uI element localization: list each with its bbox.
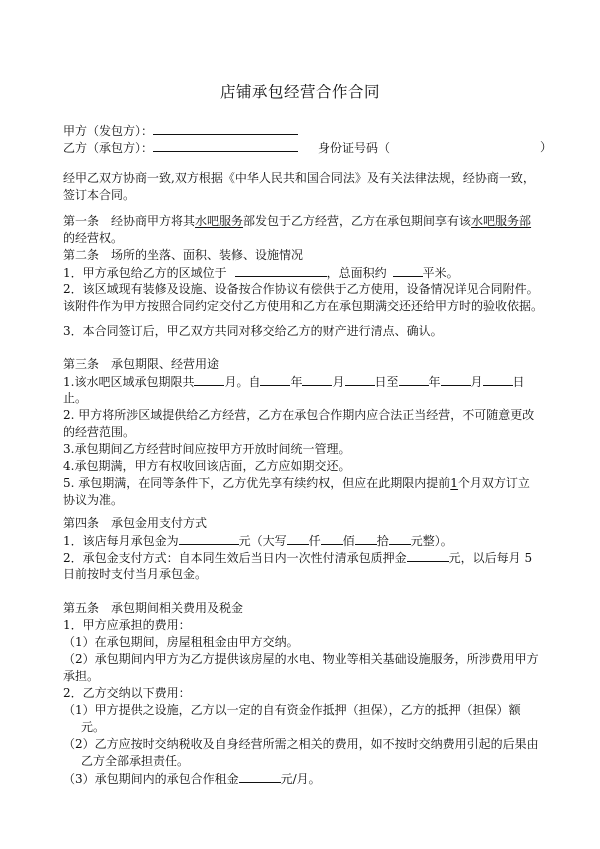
- end-day-blank[interactable]: [483, 373, 513, 386]
- article-3-item-1-line-2: 止。: [63, 391, 88, 405]
- term-text-g: 月: [470, 375, 483, 389]
- area-blank[interactable]: [393, 264, 423, 277]
- term-text-e: 日至: [374, 375, 399, 389]
- article-3-item-3: 3.承包期间乙方经营时间应按甲方开放时间统一管理。: [63, 442, 351, 456]
- article-2-heading: 第二条 场所的坐落、面积、装修、设施情况: [63, 248, 304, 262]
- article-1-line-2: 的经营权。: [63, 231, 124, 245]
- renewal-text-a: 5. 承包期满，在同等条件下，乙方优先享有续约权，但应在此期限内提前: [63, 476, 451, 490]
- party-b-label: 乙方（承包方）：: [63, 141, 154, 155]
- term-months-blank[interactable]: [194, 373, 224, 386]
- article-3-item-5: [63, 475, 530, 491]
- article-1-line-1: [63, 213, 531, 229]
- article-2-item-1-text-c: 平米。: [422, 266, 459, 280]
- payment-text-b: 元，以后每月 5: [448, 551, 533, 565]
- term-text-b: 月。自: [224, 375, 261, 389]
- article-5-section-1-item-2-line-2: 承担。: [63, 669, 100, 683]
- id-number-close: ）: [540, 140, 553, 154]
- article-4-heading: 第四条 承包金用支付方式: [63, 516, 208, 530]
- monthly-rent-blank[interactable]: [239, 770, 281, 783]
- term-text-f: 年: [428, 375, 441, 389]
- rent-text-b: 元/月。: [280, 772, 321, 786]
- article-1-underlined-1: 水吧服务: [195, 214, 244, 228]
- article-3-item-4: 4.承包期满，甲方有权收回该店面，乙方应如期交还。: [63, 459, 351, 473]
- article-4-item-2-line-2: 日前按时支付当月承包金。: [63, 567, 208, 581]
- article-2-item-1: [63, 264, 459, 281]
- fee-thousands-blank[interactable]: [287, 532, 309, 545]
- intro-line-1: 经甲乙双方协商一致,双方根据《中华人民共和国合同法》及有关法律法规，经协商一致，: [63, 171, 535, 185]
- article-5-section-1-item-1: （1）在承包期间，房屋租租金由甲方交纳。: [63, 635, 299, 649]
- term-text-d: 月: [332, 375, 345, 389]
- article-2-item-1-text-b: ，总面积约: [326, 266, 387, 280]
- article-4-item-2: [63, 549, 532, 566]
- renewal-months-value: 1: [450, 476, 458, 490]
- article-5-section-2: 2．乙方交纳以下费用：: [63, 686, 191, 700]
- article-3-item-2-line-1: 2. 甲方将所涉区域提供给乙方经营，乙方在承包合作期内应合法正当经营，不可随意更改: [63, 408, 535, 422]
- intro-line-2: 签订本合同。: [63, 188, 136, 202]
- id-number-label: 身份证号码（: [318, 141, 391, 155]
- term-text-c: 年: [290, 375, 303, 389]
- article-5-section-2-item-1-line-1: （1）甲方提供之设施，乙方以一定的自有资金作抵押（担保），乙方的抵押（担保）额: [63, 703, 521, 717]
- article-3-item-2-line-2: 的经营范围。: [63, 425, 136, 439]
- party-a-line: [63, 122, 298, 139]
- party-b-line: [63, 139, 390, 156]
- article-5-heading: 第五条 承包期间相关费用及税金: [63, 601, 244, 615]
- renewal-text-b: 个月双方订立: [457, 476, 530, 490]
- article-5-section-1-item-2-line-1: （2）承包期间内甲方为乙方提供该房屋的水电、物业等相关基础设施服务，所涉费用甲方: [63, 652, 539, 666]
- fee-text-c: 仟: [308, 534, 321, 548]
- article-5-section-1: 1．甲方应承担的费用：: [63, 618, 191, 632]
- article-3-item-5-line-2: 协议为准。: [63, 493, 124, 507]
- document-title: 店铺承包经营合作合同: [219, 83, 380, 101]
- end-year-blank[interactable]: [399, 373, 429, 386]
- fee-hundreds-blank[interactable]: [321, 532, 343, 545]
- rent-text-a: （3）承包期间内的承包合作租金: [63, 772, 239, 786]
- start-month-blank[interactable]: [302, 373, 332, 386]
- fee-text-a: 1．该店每月承包金为: [63, 534, 179, 548]
- article-5-section-2-item-2-line-1: （2）乙方应按时交纳税收及自身经营所需之相关的费用，如不按时交纳费用引起的后果由: [63, 737, 539, 751]
- fee-text-f: 元整）。: [410, 534, 453, 548]
- article-3-heading: 第三条 承包期限、经营用途: [63, 357, 220, 371]
- fee-text-e: 拾: [376, 534, 389, 548]
- location-blank[interactable]: [235, 264, 327, 277]
- article-1-underlined-2: 水吧服务部: [471, 214, 532, 228]
- article-2-item-2-line-2: 该附件作为甲方按照合同约定交付乙方使用和乙方在承包期满交还还给甲方时的验收依据。: [63, 299, 544, 313]
- fee-tens-blank[interactable]: [355, 532, 377, 545]
- article-5-section-2-item-1-line-2: 元。: [81, 720, 106, 734]
- article-5-section-2-item-3: [63, 770, 321, 787]
- term-text-h: 日: [512, 375, 525, 389]
- article-4-item-1: [63, 532, 453, 549]
- article-2-item-2-line-1: 2．该区域现有装修及设施、设备按合作协议有偿供于乙方使用，设备情况详见合同附件。: [63, 282, 539, 296]
- start-year-blank[interactable]: [260, 373, 290, 386]
- party-b-blank[interactable]: [153, 139, 298, 152]
- article-1-text-b: 部发包于乙方经营，乙方在承包期间享有该: [243, 214, 472, 228]
- article-2-item-1-text-a: 1．甲方承包给乙方的区域位于: [63, 266, 227, 280]
- party-a-label: 甲方（发包方）：: [63, 124, 154, 138]
- payment-text-a: 2．承包金支付方式：自本同生效后当日内一次性付清承包质押金: [63, 551, 407, 565]
- monthly-fee-blank[interactable]: [179, 532, 239, 545]
- term-text-a: 1.该水吧区域承包期限共: [63, 375, 195, 389]
- end-month-blank[interactable]: [441, 373, 471, 386]
- article-1-text-a: 第一条 经协商甲方将其: [63, 214, 196, 228]
- start-day-blank[interactable]: [345, 373, 375, 386]
- fee-text-d: 佰: [342, 534, 355, 548]
- article-2-item-3: 3．本合同签订后，甲乙双方共同对移交给乙方的财产进行清点、确认。: [63, 324, 443, 338]
- article-3-item-1: [63, 373, 525, 390]
- party-a-blank[interactable]: [153, 122, 298, 135]
- fee-units-blank[interactable]: [389, 532, 411, 545]
- deposit-blank[interactable]: [407, 549, 449, 562]
- fee-text-b: 元（大写: [238, 534, 287, 548]
- article-5-section-2-item-2-line-2: 乙方全部承担责任。: [81, 754, 190, 768]
